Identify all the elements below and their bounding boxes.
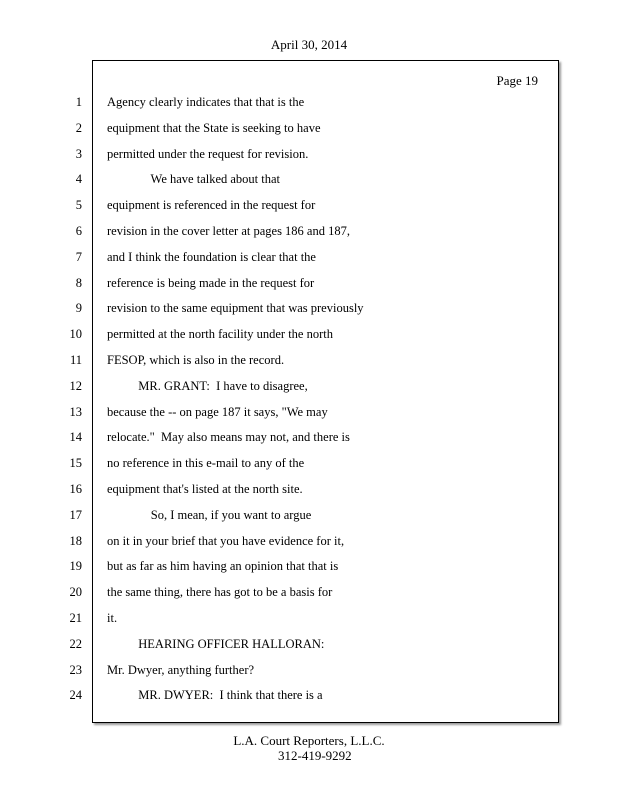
transcript-line: permitted at the north facility under the north [107, 327, 333, 342]
transcript-line: Mr. Dwyer, anything further? [107, 662, 255, 677]
line-number: 7 [75, 249, 82, 264]
footer-firm-name: L.A. Court Reporters, L.L.C. [233, 733, 385, 748]
transcript-line: FESOP, which is also in the record. [107, 352, 285, 367]
transcript-line: HEARING OFFICER HALLORAN: [107, 636, 325, 651]
line-number: 8 [75, 275, 82, 290]
line-number: 17 [69, 507, 82, 522]
page-number: Page 19 [496, 73, 538, 88]
transcript-line: it. [107, 610, 118, 625]
transcript-line: revision to the same equipment that was previously [107, 301, 364, 316]
transcript-line: reference is being made in the request for [107, 275, 315, 290]
line-number: 16 [69, 481, 82, 496]
line-number: 24 [69, 688, 82, 703]
transcript-line: MR. GRANT: I have to disagree, [107, 378, 308, 393]
transcript-line: the same thing, there has got to be a basis for [107, 585, 333, 600]
line-number: 23 [69, 662, 82, 677]
transcript-text-column [107, 94, 547, 713]
transcript-line: Agency clearly indicates that that is the [107, 95, 305, 109]
line-number: 21 [69, 610, 82, 625]
line-number: 9 [75, 301, 82, 316]
transcript-line: MR. DWYER: I think that there is a [107, 688, 323, 703]
line-number: 5 [75, 198, 82, 213]
transcript-line: on it in your brief that you have evidence for it, [107, 533, 345, 548]
transcript-line: no reference in this e-mail to any of the [107, 456, 305, 471]
transcript-line: and I think the foundation is clear that the [107, 249, 316, 264]
transcript-line: permitted under the request for revision. [107, 146, 309, 161]
transcript-line: So, I mean, if you want to argue [107, 507, 312, 522]
transcript-line: equipment that's listed at the north site. [107, 481, 303, 496]
header-date: April 30, 2014 [270, 37, 348, 52]
transcript-line: revision in the cover letter at pages 186 and 187, [107, 223, 350, 238]
line-number: 13 [69, 404, 82, 419]
transcript-line: equipment that the State is seeking to have [107, 120, 321, 135]
transcript-line: but as far as him having an opinion that that is [107, 559, 339, 574]
line-number: 20 [69, 585, 82, 600]
line-number: 14 [69, 430, 82, 445]
footer-phone-number: 312-419-9292 [278, 748, 352, 763]
transcript-line: equipment is referenced in the request for [107, 198, 316, 213]
transcript-line: We have talked about that [107, 172, 281, 187]
line-number: 6 [75, 223, 82, 238]
transcript-line: relocate." May also means may not, and there is [107, 430, 350, 445]
line-number: 4 [75, 172, 82, 187]
line-number: 19 [69, 559, 82, 574]
line-number: 3 [75, 146, 82, 161]
transcript-line: because the -- on page 187 it says, "We may [107, 404, 328, 419]
line-number: 11 [69, 352, 82, 367]
line-number: 10 [69, 327, 82, 342]
line-number: 18 [69, 533, 82, 548]
line-number-column [56, 94, 82, 713]
line-number: 1 [75, 95, 82, 109]
line-number: 12 [69, 378, 82, 393]
line-number: 2 [75, 120, 82, 135]
line-number: 15 [69, 456, 82, 471]
line-number: 22 [69, 636, 82, 651]
